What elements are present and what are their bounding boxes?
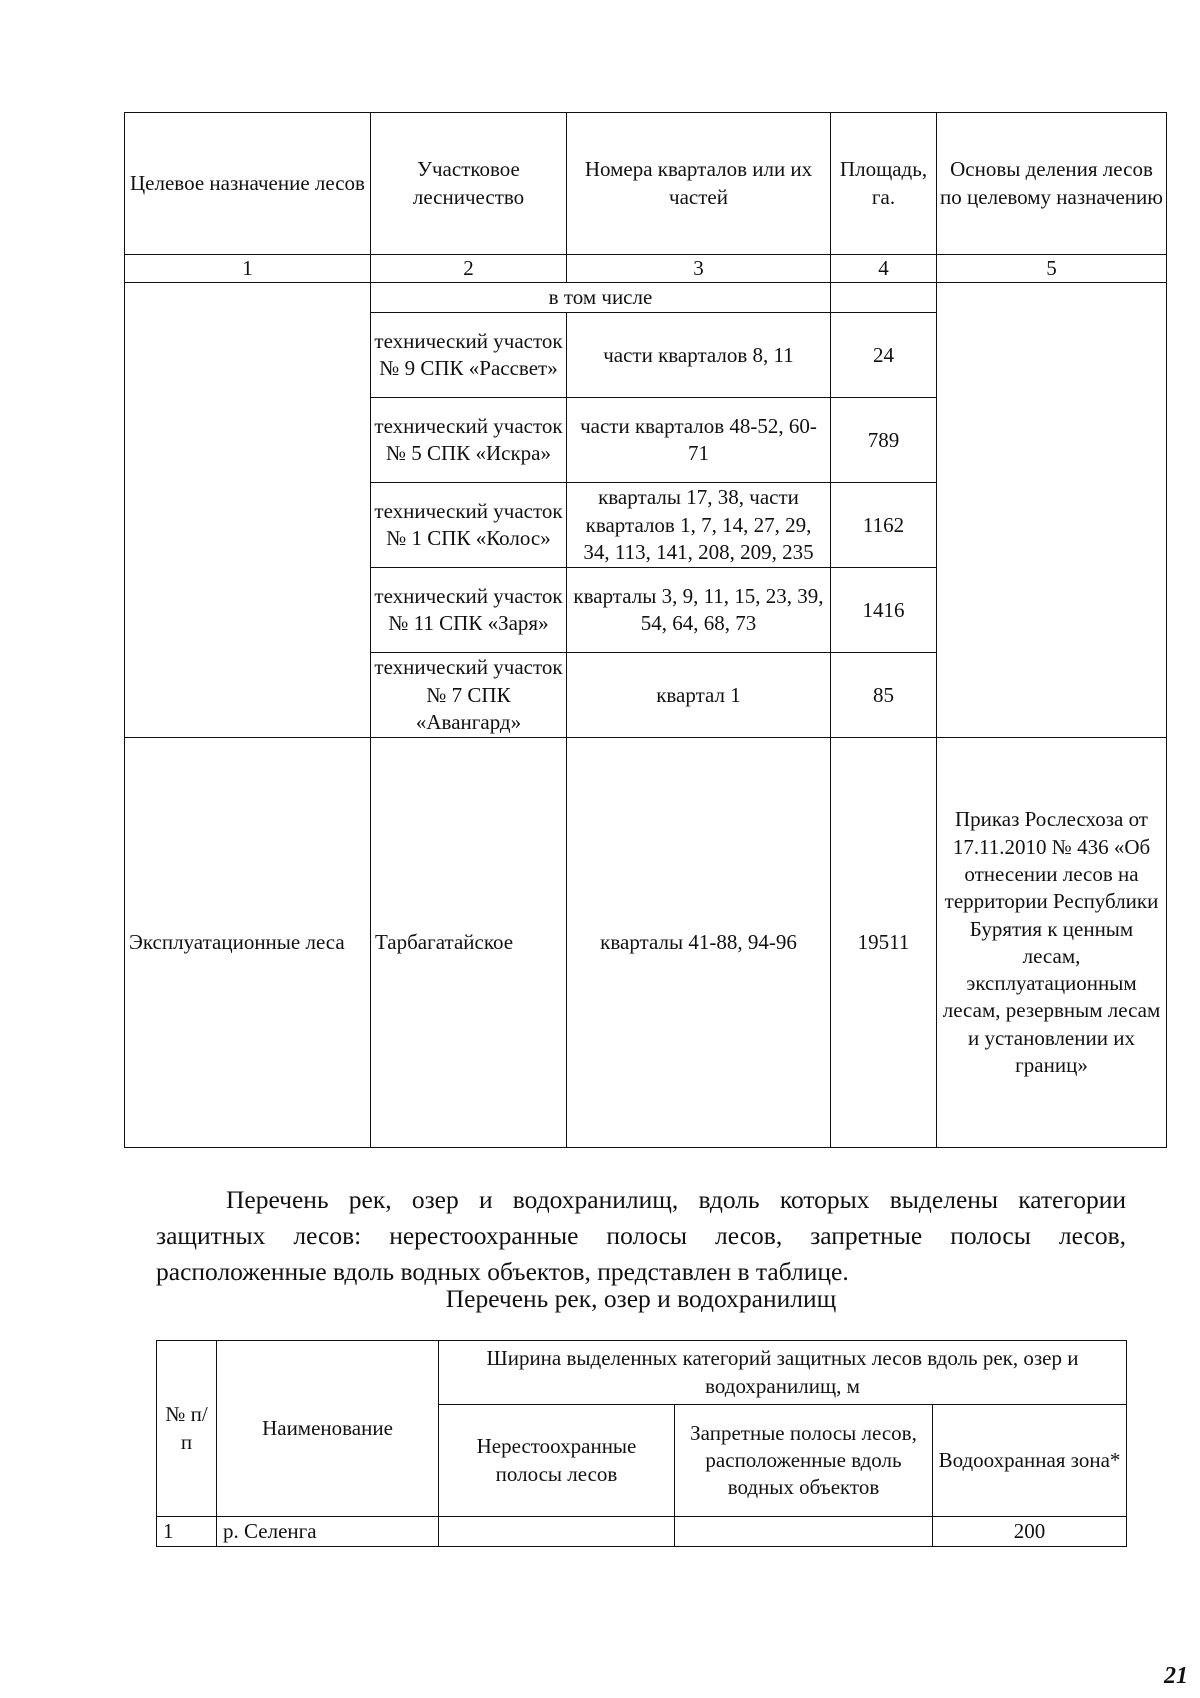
exploitation-purpose: Эксплуатационные леса (125, 738, 371, 1148)
row-number: 1 (157, 1517, 217, 1547)
sub-quarters: квартал 1 (567, 653, 831, 738)
header-restricted: Запретные полосы лесов, расположенные вдоль водных объектов (675, 1405, 933, 1517)
sub-district: технический участок № 7 СПК «Авангард» (371, 653, 567, 738)
exploitation-row (125, 738, 1167, 1148)
sub-district: технический участок № 5 СПК «Искра» (371, 398, 567, 483)
column-number: 2 (371, 255, 567, 283)
sub-area: 1162 (831, 483, 937, 568)
including-row (125, 283, 1167, 313)
sub-district: технический участок № 9 СПК «Рассвет» (371, 313, 567, 398)
sub-area: 85 (831, 653, 937, 738)
column-number: 4 (831, 255, 937, 283)
rivers-header-row (157, 1341, 1127, 1405)
sub-quarters: части кварталов 48-52, 60-71 (567, 398, 831, 483)
sub-area: 24 (831, 313, 937, 398)
table-row (157, 1517, 1127, 1547)
column-number: 3 (567, 255, 831, 283)
including-label: в том числе (371, 283, 831, 313)
forest-table-header-row (125, 113, 1167, 255)
header-area: Площадь, га. (831, 113, 937, 255)
rivers-list-title: Перечень рек, озер и водохранилищ (445, 1284, 837, 1313)
sub-quarters: кварталы 3, 9, 11, 15, 23, 39, 54, 64, 68, 73 (567, 568, 831, 653)
exploitation-quarters: кварталы 41-88, 94-96 (567, 738, 831, 1148)
exploitation-basis: Приказ Рослесхоза от 17.11.2010 № 436 «Об отнесении лесов на территории Республики Бурятия к ценным лесам, эксплуатационным лесам, резервным лесам и установлении их границ» (937, 738, 1167, 1148)
empty-area-cell (831, 283, 937, 313)
sub-quarters: кварталы 17, 38, части кварталов 1, 7, 14, 27, 29, 34, 113, 141, 208, 209, 235 (567, 483, 831, 568)
rivers-table (156, 1340, 1127, 1547)
row-restricted (675, 1517, 933, 1547)
exploitation-area: 19511 (831, 738, 937, 1148)
column-number: 5 (937, 255, 1167, 283)
sub-district: технический участок № 1 СПК «Колос» (371, 483, 567, 568)
sub-district: технический участок № 11 СПК «Заря» (371, 568, 567, 653)
empty-basis-cell (937, 283, 1167, 738)
header-number: № п/п (157, 1341, 217, 1517)
page-number: 21 (1164, 1663, 1188, 1689)
row-spawning (439, 1517, 675, 1547)
sub-quarters: части кварталов 8, 11 (567, 313, 831, 398)
forest-purpose-table (124, 112, 1167, 1148)
exploitation-district: Тарбагатайское (371, 738, 567, 1148)
sub-area: 1416 (831, 568, 937, 653)
sub-area: 789 (831, 398, 937, 483)
empty-purpose-cell (125, 283, 371, 738)
row-name: р. Селенга (217, 1517, 439, 1547)
header-name: Наименование (217, 1341, 439, 1517)
header-basis: Основы деления лесов по целевому назначению (937, 113, 1167, 255)
header-purpose: Целевое назначение лесов (125, 113, 371, 255)
header-width-group: Ширина выделенных категорий защитных лесов вдоль рек, озер и водохранилищ, м (439, 1341, 1127, 1405)
rivers-intro-paragraph: Перечень рек, озер и водохранилищ, вдоль которых выделены категории защитных лесов: нерестоохранные полосы лесов, запретные полосы лесов, расположенные вдоль водных объектов, представлен в таблице. (156, 1185, 1126, 1287)
column-number-row (125, 255, 1167, 283)
row-water-zone: 200 (933, 1517, 1127, 1547)
header-district: Участковое лесничество (371, 113, 567, 255)
column-number: 1 (125, 255, 371, 283)
header-water-zone: Водоохранная зона* (933, 1405, 1127, 1517)
header-spawning: Нерестоохранные полосы лесов (439, 1405, 675, 1517)
header-quarters: Номера кварталов или их частей (567, 113, 831, 255)
